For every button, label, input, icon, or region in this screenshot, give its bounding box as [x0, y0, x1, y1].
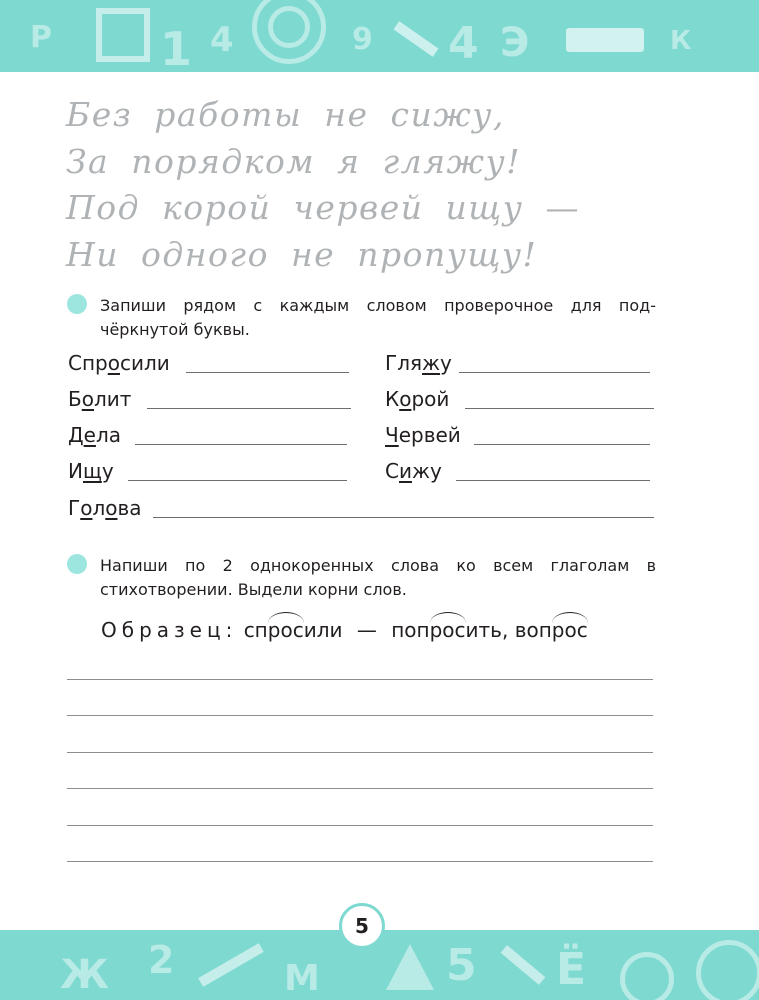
- poem-line: За порядком я гляжу!: [66, 141, 521, 181]
- circles-decor-icon: [268, 6, 310, 48]
- digit-decor: 5: [446, 940, 477, 991]
- digit-decor: 1: [160, 22, 193, 72]
- book-decor-icon: [566, 28, 644, 52]
- word-sizhu: Сижу: [385, 459, 442, 483]
- letter-decor: Ж: [60, 952, 109, 998]
- word-bolit: Болит: [68, 387, 132, 411]
- root-arc: рос: [551, 618, 588, 642]
- word-chervey: Червей: [385, 423, 461, 447]
- root-arc: рос: [429, 618, 466, 642]
- answer-blank[interactable]: [186, 372, 349, 373]
- task-bullet-icon: [67, 554, 87, 574]
- task1-text: Запиши рядом с каждым словом проверочное для под-чёркнутой буквы.: [100, 296, 656, 339]
- poem-line: Ни одного не пропущу!: [66, 234, 538, 274]
- digit-decor: 4: [210, 20, 234, 60]
- sample-word: вопрос: [514, 618, 588, 642]
- word-koroy: Корой: [385, 387, 450, 411]
- pencil-decor-icon: [393, 21, 438, 57]
- poem-line: Под корой червей ищу —: [66, 188, 580, 227]
- sample-line: [101, 616, 588, 644]
- word-ishchu: Ищу: [68, 459, 114, 483]
- answer-blank[interactable]: [459, 372, 650, 373]
- writing-line[interactable]: [67, 825, 653, 826]
- sample-label: Образец:: [101, 618, 238, 642]
- writing-line[interactable]: [67, 752, 653, 753]
- word-golova: Голова: [68, 496, 142, 520]
- poem-line: Без работы не сижу,: [66, 95, 505, 134]
- writing-line[interactable]: [67, 679, 653, 680]
- task-bullet-icon: [67, 294, 87, 314]
- answer-blank[interactable]: [147, 408, 351, 409]
- writing-line[interactable]: [67, 861, 653, 862]
- answer-blank[interactable]: [456, 480, 650, 481]
- digit-decor: 9: [352, 22, 373, 57]
- answer-blank[interactable]: [465, 408, 654, 409]
- triangle-decor-icon: [386, 944, 434, 990]
- task2-text: Напиши по 2 однокоренных слова ко всем глаголам в стихотворении. Выдели корни слов.: [100, 556, 656, 599]
- word-dela: Дела: [68, 423, 121, 447]
- digit-decor: 2: [148, 938, 175, 982]
- letter-decor: Р: [30, 20, 52, 55]
- letter-decor: К: [670, 26, 692, 56]
- pencil-decor-icon: [501, 945, 546, 985]
- header-band: [0, 0, 759, 72]
- writing-line[interactable]: [67, 788, 653, 789]
- answer-blank[interactable]: [128, 480, 347, 481]
- pencil-decor-icon: [198, 943, 264, 987]
- sun-decor-icon: [620, 952, 674, 1000]
- sample-dash: —: [356, 618, 377, 642]
- writing-line[interactable]: [67, 715, 653, 716]
- root-arc: рос: [267, 618, 304, 642]
- page-number: 5: [339, 903, 385, 949]
- answer-blank[interactable]: [474, 444, 650, 445]
- letter-decor: Ё: [556, 944, 587, 995]
- answer-blank[interactable]: [153, 517, 654, 518]
- digit-decor: 4: [448, 18, 479, 69]
- word-sprosili: Спросили: [68, 351, 170, 375]
- answer-blank[interactable]: [135, 444, 347, 445]
- sample-word: спросили: [243, 618, 343, 642]
- sample-word: попросить,: [391, 618, 509, 642]
- letter-decor: М: [284, 958, 320, 999]
- word-glyazhu: Гляжу: [385, 351, 452, 375]
- letter-decor: Э: [500, 20, 530, 66]
- square-decor-icon: [96, 8, 150, 62]
- poem: [66, 92, 666, 278]
- circles-decor-icon: [696, 940, 759, 1000]
